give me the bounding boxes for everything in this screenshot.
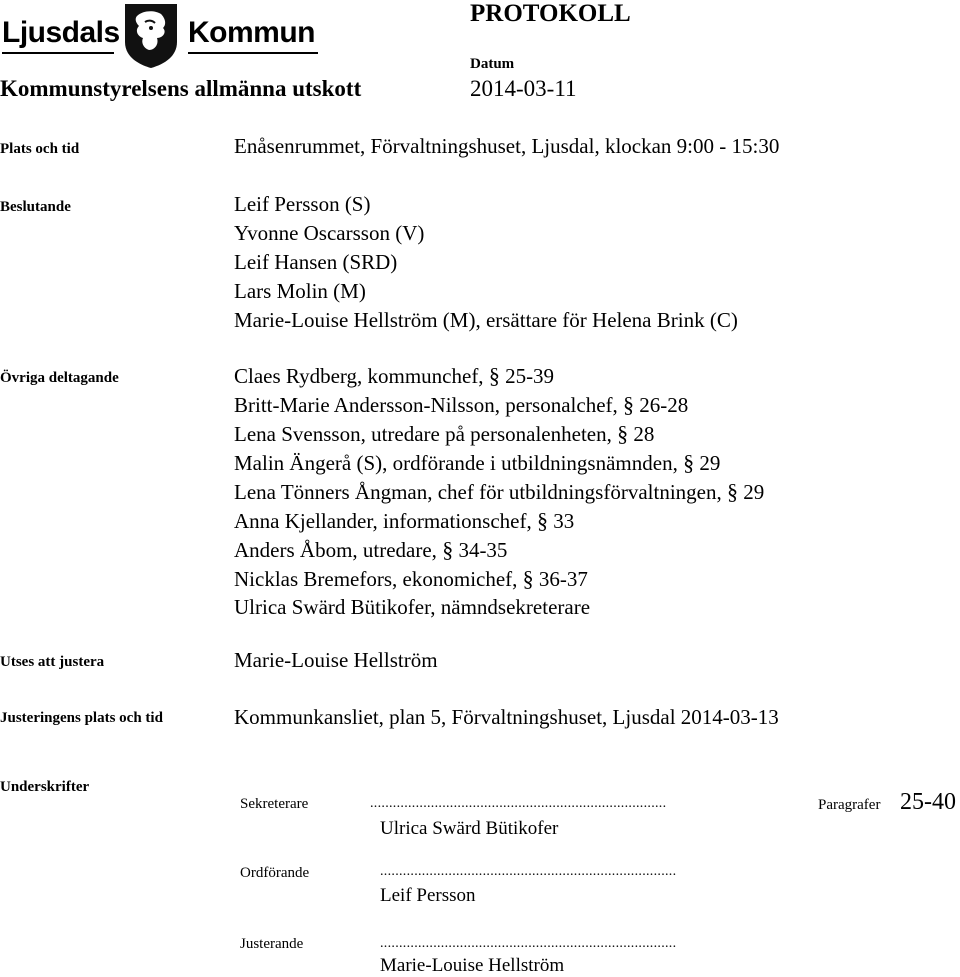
chair-signature-line: .............................................................................. [380,864,677,879]
other-participants-list [234,361,764,622]
list-item: Anders Åbom, utredare, § 34-35 [234,537,508,562]
adjuster-label: Utses att justera [0,654,105,670]
list-item: Ulrica Swärd Bütikofer, nämndsekreterare [234,595,591,619]
section-sign-icon: § [488,363,500,388]
list-item: Lars Molin (M) [234,279,366,303]
list-item: Yvonne Oscarsson (V) [234,221,425,245]
adjuster-signature-line: .............................................................................. [380,936,677,951]
logo-underline [2,52,114,54]
adjuster-value: Marie-Louise Hellström [234,648,438,672]
section-sign-icon: § [623,392,635,417]
section-sign-icon: § [522,566,534,591]
committee-name: Kommunstyrelsens allmänna utskott [0,76,362,101]
other-participants-label: Övriga deltagande [0,370,119,386]
list-item: Leif Hansen (SRD) [234,250,398,274]
list-item: Nicklas Bremefors, ekonomichef, § 36-37 [234,566,588,591]
list-item: Marie-Louise Hellström (M), ersättare för Helena Brink (C) [234,308,738,332]
list-item: Leif Persson (S) [234,192,371,216]
adjuster-signature-label: Justerande [240,936,304,952]
adjustment-place-time-value: Kommunkansliet, plan 5, Förvaltningshuset, Ljusdal 2014-03-13 [234,705,779,729]
section-sign-icon: § [617,421,629,446]
section-sign-icon: § [442,537,454,562]
section-sign-icon: § [727,479,738,504]
signatures-label: Underskrifter [0,779,90,795]
chair-name: Leif Persson [380,885,476,906]
section-sign-icon: § [683,450,695,475]
document-date: 2014-03-11 [470,76,577,101]
secretary-label: Sekreterare [240,796,309,812]
lion-crest-icon [121,2,181,68]
place-time-label: Plats och tid [0,141,80,157]
decision-makers-list [234,190,738,335]
logo-underline [188,52,318,54]
logo [2,2,322,68]
list-item: Malin Ängerå (S), ordförande i utbildningsnämnden, § 29 [234,450,721,475]
date-label: Datum [470,56,515,72]
logo-left-text: Ljusdals [2,16,120,49]
place-time-value: Enåsenrummet, Förvaltningshuset, Ljusdal, klockan 9:00 - 15:30 [234,134,780,158]
list-item: Anna Kjellander, informationschef, § 33 [234,508,575,533]
list-item: Lena Tönners Ångman, chef för utbildningsförvaltningen, § 29 [234,479,765,504]
list-item: Britt-Marie Andersson-Nilsson, personalchef, § 26-28 [234,392,689,417]
chair-label: Ordförande [240,865,310,881]
list-item: Lena Svensson, utredare på personalenheten, § 28 [234,421,655,446]
secretary-signature-line: .............................................................................. [370,796,667,811]
adjustment-place-time-label: Justeringens plats och tid [0,710,163,726]
adjuster-signature-name: Marie-Louise Hellström [380,955,565,976]
secretary-name: Ulrica Swärd Bütikofer [380,818,559,839]
logo-right-text: Kommun [188,16,315,49]
section-sign-icon: § [536,508,548,533]
decision-makers-label: Beslutande [0,199,71,215]
paragraphs-value: 25-40 [900,789,956,815]
document-type: PROTOKOLL [470,0,631,27]
paragraphs-label: Paragrafer [818,797,881,813]
list-item: Claes Rydberg, kommunchef, § 25-39 [234,363,555,388]
